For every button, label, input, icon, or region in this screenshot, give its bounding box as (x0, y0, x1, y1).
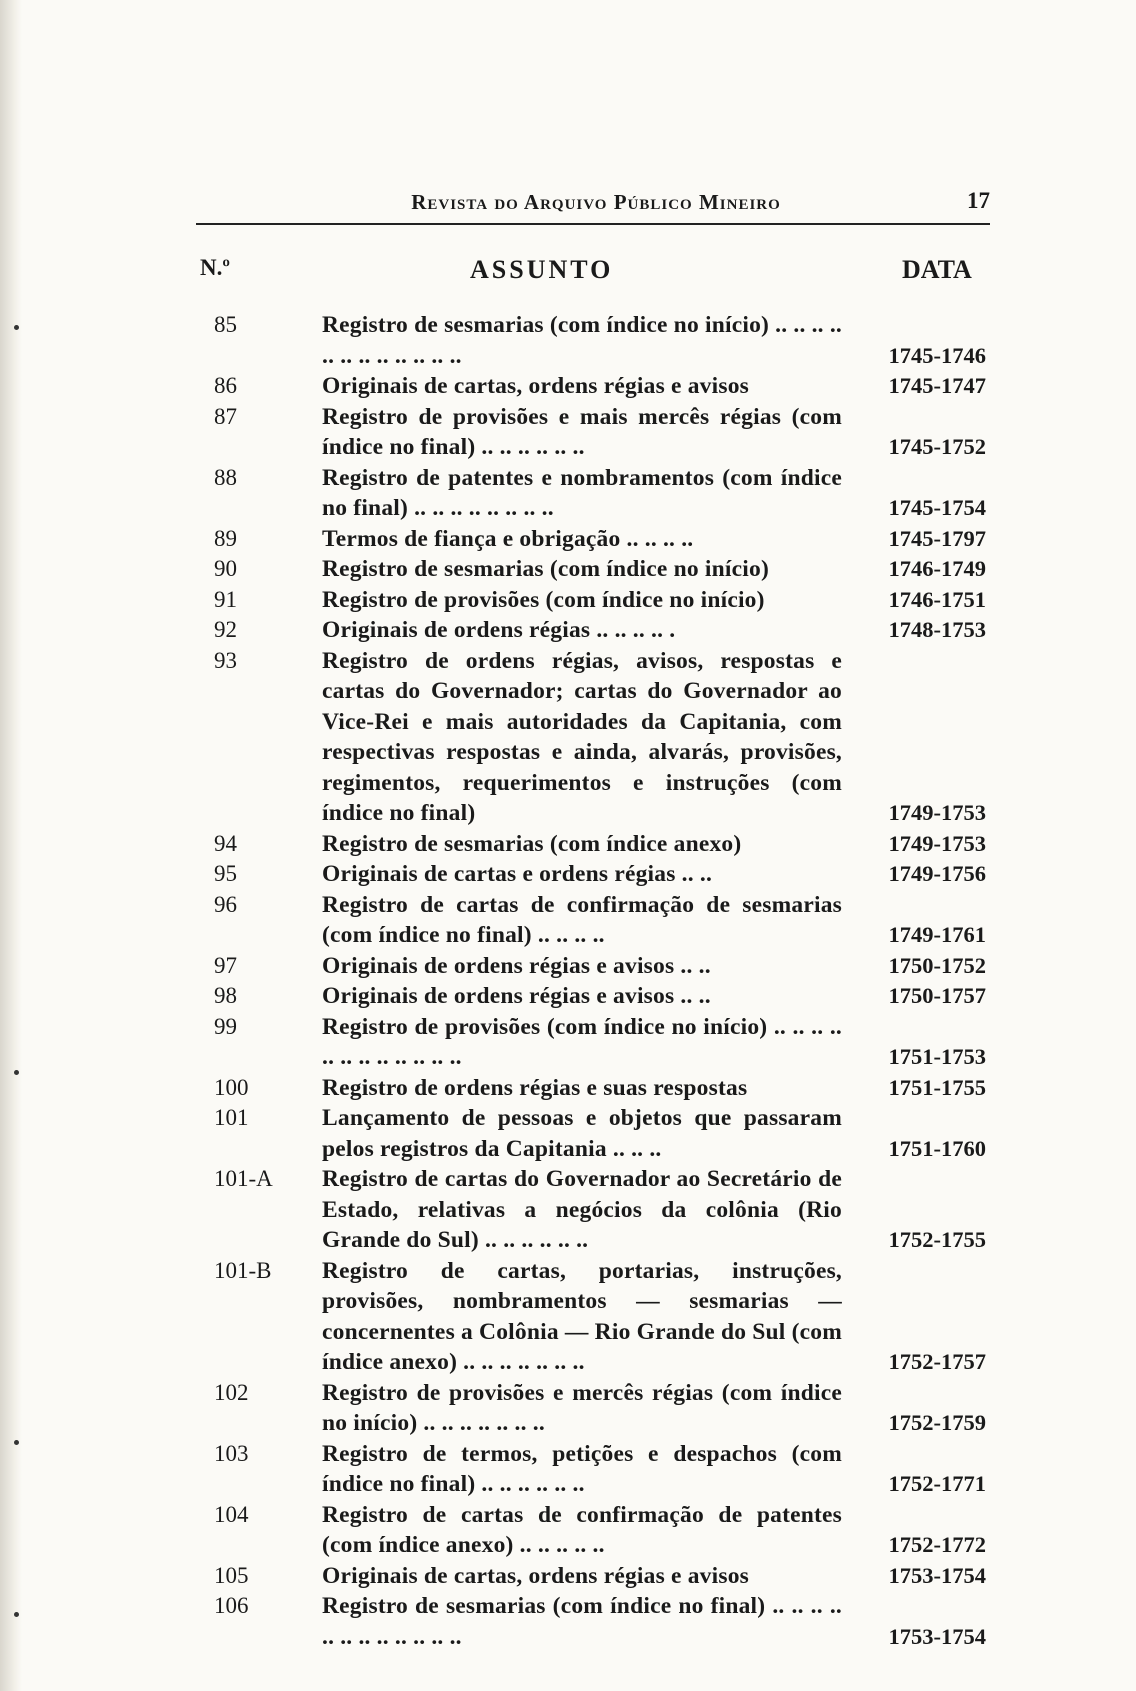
catalog-entry (196, 859, 996, 890)
entry-number: 102 (214, 1379, 249, 1405)
entry-subject: Registro de ordens régias e suas respostas (322, 1074, 748, 1101)
catalog-entry (196, 951, 996, 982)
entry-subject: Lançamento de pessoas e objetos que passaram pelos registros da Capitania .. .. .. (322, 1105, 842, 1162)
catalog-entry (196, 1591, 996, 1652)
catalog-entry (196, 1164, 996, 1256)
entry-subject: Registro de cartas do Governador ao Secretário de Estado, relativas a negócios da colônia (Rio Grande do Sul) .. .. .. .. .. .. (322, 1166, 842, 1253)
catalog-entry (196, 1500, 996, 1561)
catalog-entry (196, 371, 996, 402)
entry-subject: Registro de cartas de confirmação de sesmarias (com índice no final) .. .. .. .. (322, 891, 842, 948)
entry-subject: Originais de cartas, ordens régias e avisos (322, 373, 749, 399)
entry-subject: Originais de ordens régias .. .. .. .. . (322, 617, 676, 643)
entry-date: 1748-1753 (888, 617, 986, 642)
entry-number: 103 (214, 1440, 249, 1466)
entry-date: 1745-1752 (888, 434, 986, 459)
entry-number: 88 (214, 464, 237, 490)
entry-date: 1751-1753 (888, 1044, 986, 1069)
entry-subject: Registro de cartas, portarias, instruções, provisões, nombramentos — sesmarias — concernentes a Colônia — Rio Grande do Sul (com índice anexo) .. .. .. .. .. .. .. (322, 1257, 842, 1375)
catalog-entry (196, 402, 996, 463)
catalog-entry (196, 829, 996, 860)
entry-number: 105 (214, 1562, 249, 1588)
page-number: 17 (967, 188, 990, 213)
entry-number: 85 (214, 312, 237, 337)
entry-subject: Registro de provisões (com índice no início) .. .. .. .. .. .. .. .. .. .. .. .. (322, 1013, 842, 1070)
entry-date: 1749-1756 (888, 861, 986, 886)
entry-date: 1749-1753 (888, 830, 986, 856)
entry-date: 1753-1754 (888, 1623, 986, 1649)
catalog-entry (196, 890, 996, 951)
entry-subject: Originais de ordens régias e avisos .. .. (322, 983, 711, 1009)
entry-number: 104 (214, 1501, 249, 1527)
catalog-entry (196, 1012, 996, 1073)
catalog-entry (196, 524, 996, 555)
catalog-entry (196, 1103, 996, 1164)
entry-date: 1751-1755 (888, 1074, 986, 1100)
scan-speck (14, 325, 19, 330)
entry-number: 97 (214, 952, 237, 978)
catalog-entry (196, 310, 996, 371)
entry-date: 1752-1755 (888, 1227, 986, 1252)
entry-date: 1746-1749 (888, 556, 986, 581)
entry-date: 1753-1754 (888, 1562, 986, 1588)
catalog-entry (196, 646, 996, 829)
entry-subject: Registro de cartas de confirmação de patentes (com índice anexo) .. .. .. .. .. (322, 1501, 842, 1558)
entry-subject: Registro de provisões e mercês régias (com índice no início) .. .. .. .. .. .. .. (322, 1379, 842, 1436)
entry-date: 1749-1761 (888, 922, 986, 947)
entry-date: 1745-1746 (888, 342, 986, 368)
catalog-entry (196, 1073, 996, 1104)
entry-date: 1745-1797 (888, 525, 986, 551)
entry-date: 1752-1759 (888, 1410, 986, 1435)
column-header-subject: ASSUNTO (470, 255, 614, 284)
entry-date: 1745-1754 (888, 495, 986, 520)
catalog-entry (196, 615, 996, 646)
catalog-entry (196, 463, 996, 524)
scan-speck (14, 1070, 19, 1075)
entry-number: 95 (214, 861, 237, 886)
entry-date: 1745-1747 (888, 373, 986, 398)
page-binding-edge (0, 0, 22, 1691)
entry-subject: Termos de fiança e obrigação .. .. .. .. (322, 525, 694, 552)
catalog-entry (196, 1561, 996, 1592)
entry-date: 1751-1760 (888, 1135, 986, 1161)
catalog-entry (196, 585, 996, 616)
entry-subject: Originais de ordens régias e avisos .. .. (322, 952, 711, 979)
entry-subject: Registro de provisões (com índice no início) (322, 586, 765, 613)
catalog-entry (196, 1256, 996, 1378)
entry-subject: Registro de ordens régias, avisos, respostas e cartas do Governador; cartas do Governador ao Vice-Rei e mais autoridades da Capitania, com respectivas respostas e ainda, alvarás, provisões, regimentos, requerimentos e instruções (com índice no final) (322, 647, 842, 826)
entry-subject: Registro de sesmarias (com índice no início) .. .. .. .. .. .. .. .. .. .. .. .. (322, 312, 842, 369)
entry-subject: Originais de cartas e ordens régias .. .. (322, 861, 713, 887)
entry-date: 1750-1757 (888, 983, 986, 1008)
entry-subject: Originais de cartas, ordens régias e avisos (322, 1562, 749, 1589)
entry-subject: Registro de sesmarias (com índice no início) (322, 556, 769, 582)
entry-date: 1750-1752 (888, 952, 986, 978)
entry-number: 90 (214, 556, 237, 581)
scan-speck (14, 1440, 19, 1445)
running-header (196, 190, 990, 220)
catalog-entry (196, 981, 996, 1012)
catalog-entries (196, 310, 996, 1652)
entry-number: 98 (214, 983, 237, 1008)
entry-number: 86 (214, 373, 237, 398)
catalog-entry (196, 1378, 996, 1439)
entry-number: 101-B (214, 1257, 272, 1283)
entry-number: 101 (214, 1105, 249, 1130)
entry-number: 96 (214, 891, 237, 917)
entry-number: 106 (214, 1593, 249, 1618)
catalog-entry (196, 1439, 996, 1500)
entry-date: 1746-1751 (888, 586, 986, 612)
entry-number: 94 (214, 830, 237, 856)
entry-number: 89 (214, 525, 237, 551)
entry-subject: Registro de patentes e nombramentos (com índice no final) .. .. .. .. .. .. .. .. (322, 464, 842, 521)
entry-subject: Registro de sesmarias (com índice no final) .. .. .. .. .. .. .. .. .. .. .. .. (322, 1593, 842, 1650)
entry-date: 1752-1771 (888, 1471, 986, 1496)
entry-date: 1752-1772 (888, 1532, 986, 1557)
entry-date: 1752-1757 (888, 1349, 986, 1374)
catalog-entry (196, 554, 996, 585)
entry-number: 92 (214, 617, 237, 642)
entry-subject: Registro de termos, petições e despachos (com índice no final) .. .. .. .. .. .. (322, 1440, 842, 1497)
entry-number: 100 (214, 1074, 249, 1100)
entry-subject: Registro de provisões e mais mercês régias (com índice no final) .. .. .. .. .. .. (322, 403, 842, 460)
entry-number: 91 (214, 586, 237, 612)
header-rule (196, 223, 990, 225)
entry-number: 93 (214, 647, 237, 673)
column-header-number: N.º (200, 255, 230, 280)
entry-date: 1749-1753 (888, 800, 986, 825)
entry-number: 101-A (214, 1166, 273, 1191)
entry-subject: Registro de sesmarias (com índice anexo) (322, 830, 742, 857)
entry-number: 99 (214, 1013, 237, 1039)
journal-title: Revista do Arquivo Público Mineiro (411, 190, 781, 214)
column-header-date: DATA (902, 255, 972, 284)
entry-number: 87 (214, 403, 237, 429)
scan-speck (14, 1612, 19, 1617)
